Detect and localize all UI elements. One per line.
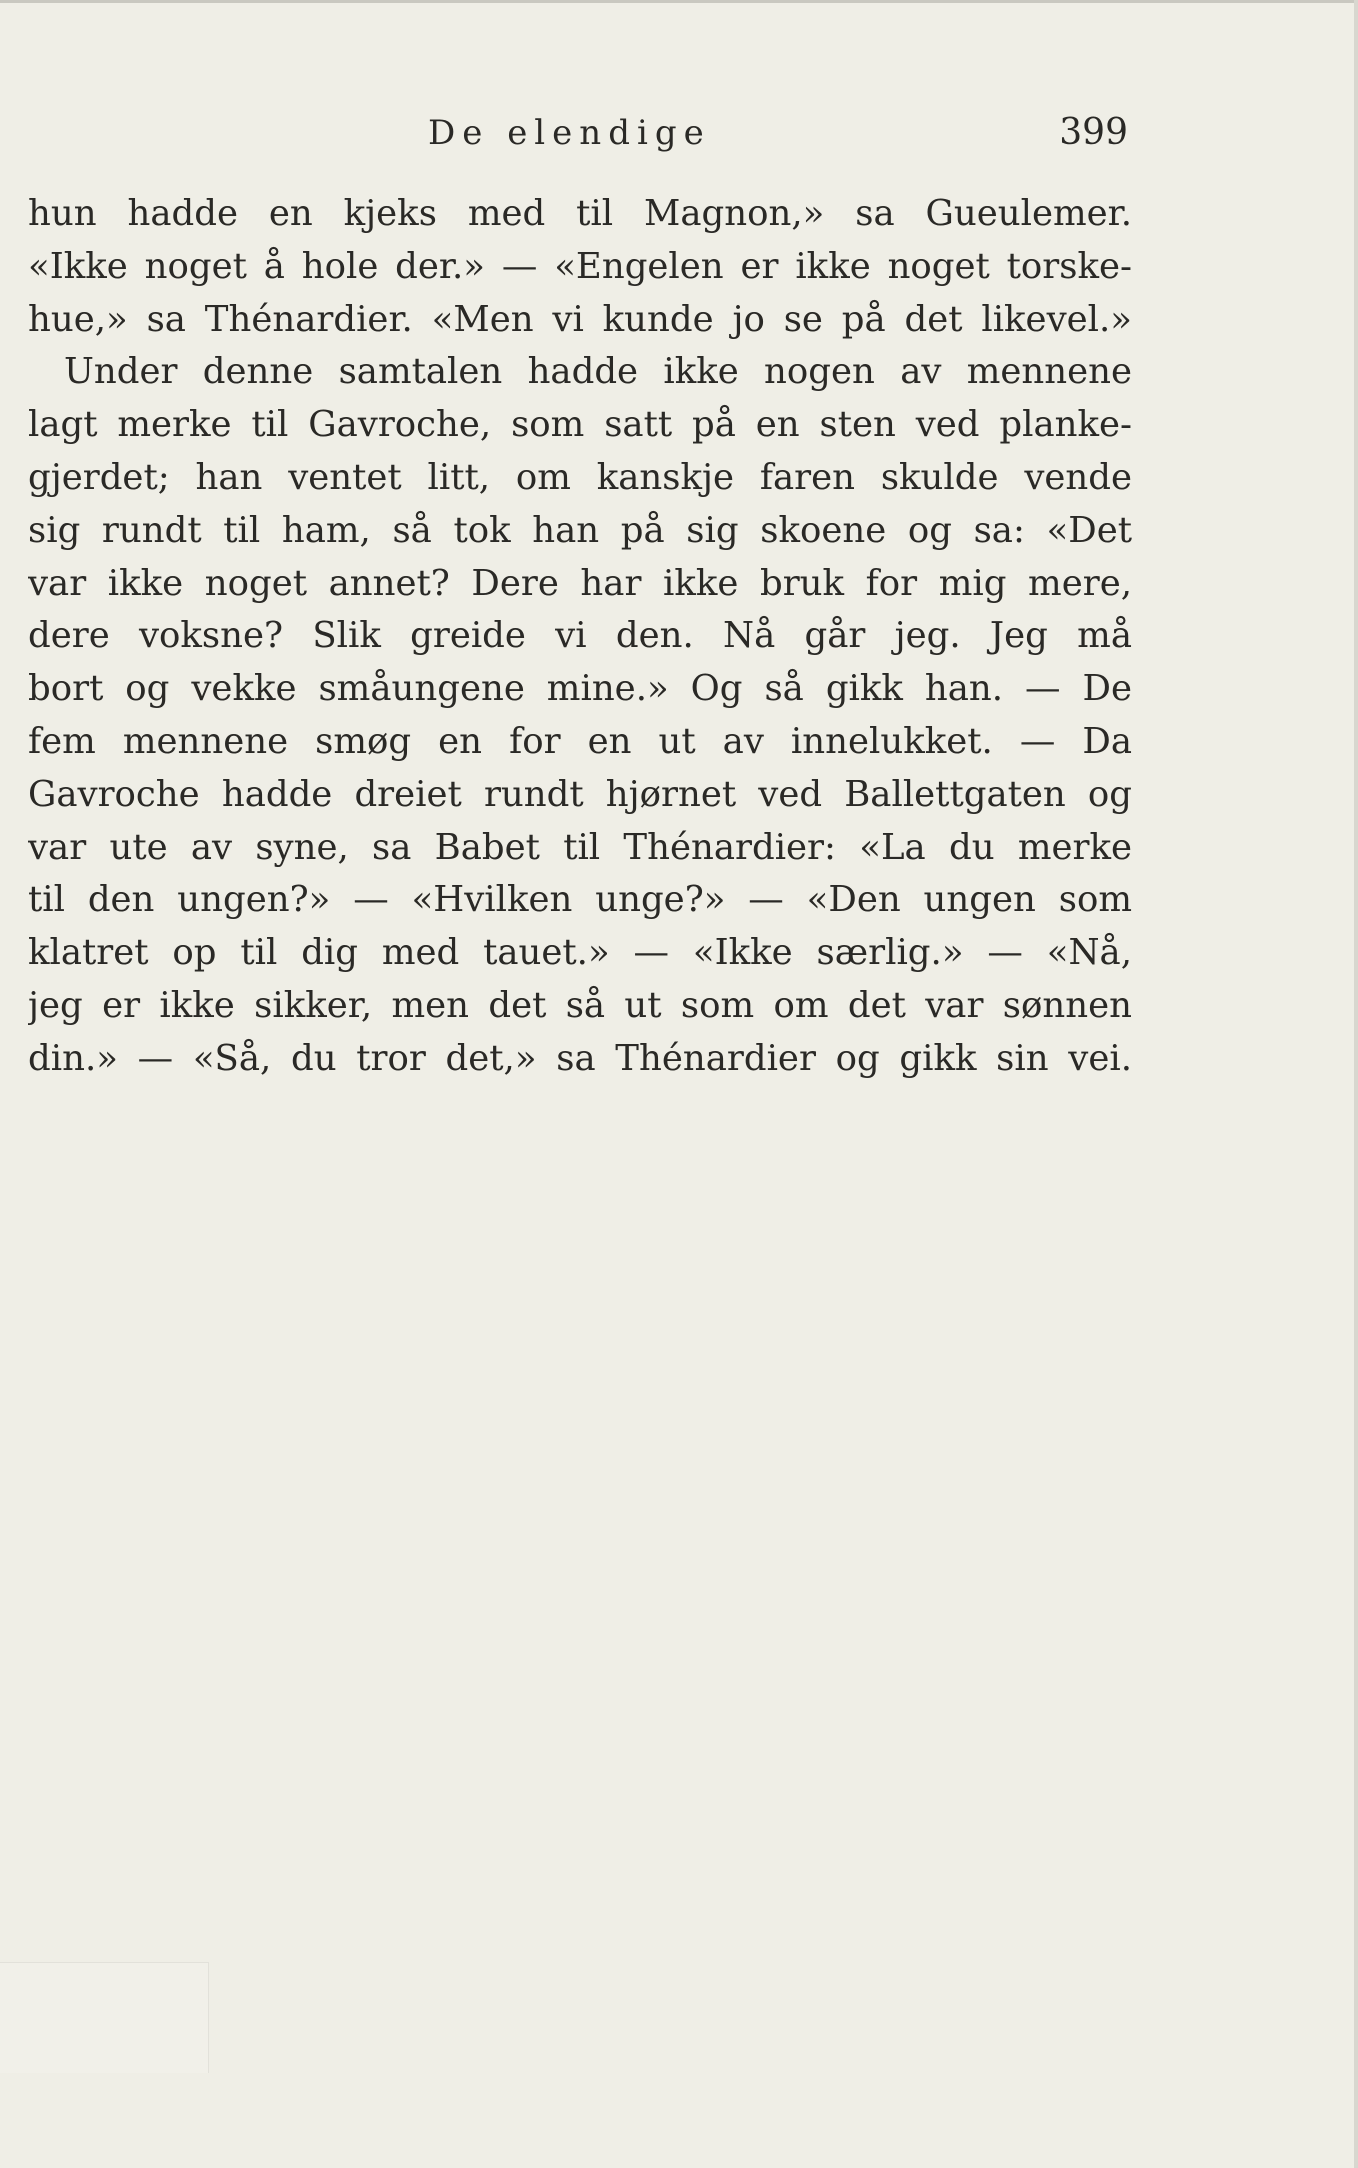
body-text [28,188,1132,1086]
text-line: var ikke noget annet? Dere har ikke bruk for mig mere, [28,562,1132,604]
text-line: dere voksne? Slik greide vi den. Nå går jeg. Jeg må [28,615,1132,657]
text-line: hun hadde en kjeks med til Magnon,» sa Gueulemer. [28,193,1132,234]
text-line: bort og vekke småungene mine.» Og så gikk han. — De [28,668,1132,710]
running-title: De elendige [428,113,711,153]
page-number: 399 [1059,112,1128,153]
text-line: lagt merke til Gavroche, som satt på en sten ved planke- [28,404,1132,446]
text-line: klatret op til dig med tauet.» — «Ikke særlig.» — «Nå, [28,932,1132,974]
text-line: til den ungen?» — «Hvilken unge?» — «Den ungen som [28,879,1132,921]
scan-artifact [0,1962,209,2073]
text-line: Gavroche hadde dreiet rundt hjørnet ved Ballettgaten og [28,773,1132,815]
text-line: fem mennene smøg en for en ut av innelukket. — Da [28,720,1132,762]
text-line: hue,» sa Thénardier. «Men vi kunde jo se på det likevel.» [28,298,1132,340]
text-line: var ute av syne, sa Babet til Thénardier: «La du merke [28,826,1132,868]
paragraph-start-line: Under denne samtalen hadde ikke nogen av mennene [64,351,1132,393]
page-top-edge [0,0,1358,3]
page-right-edge [1354,0,1358,2168]
text-line: jeg er ikke sikker, men det så ut som om det var sønnen [28,984,1132,1026]
text-line: sig rundt til ham, så tok han på sig skoene og sa: «Det [28,509,1132,551]
text-line: gjerdet; han ventet litt, om kanskje faren skulde vende [28,456,1132,498]
page-header [28,108,1128,158]
text-line-last: din.» — «Så, du tror det,» sa Thénardier og gikk sin vei. [28,1037,1132,1079]
text-line: «Ikke noget å hole der.» — «Engelen er ikke noget torske- [28,245,1132,287]
